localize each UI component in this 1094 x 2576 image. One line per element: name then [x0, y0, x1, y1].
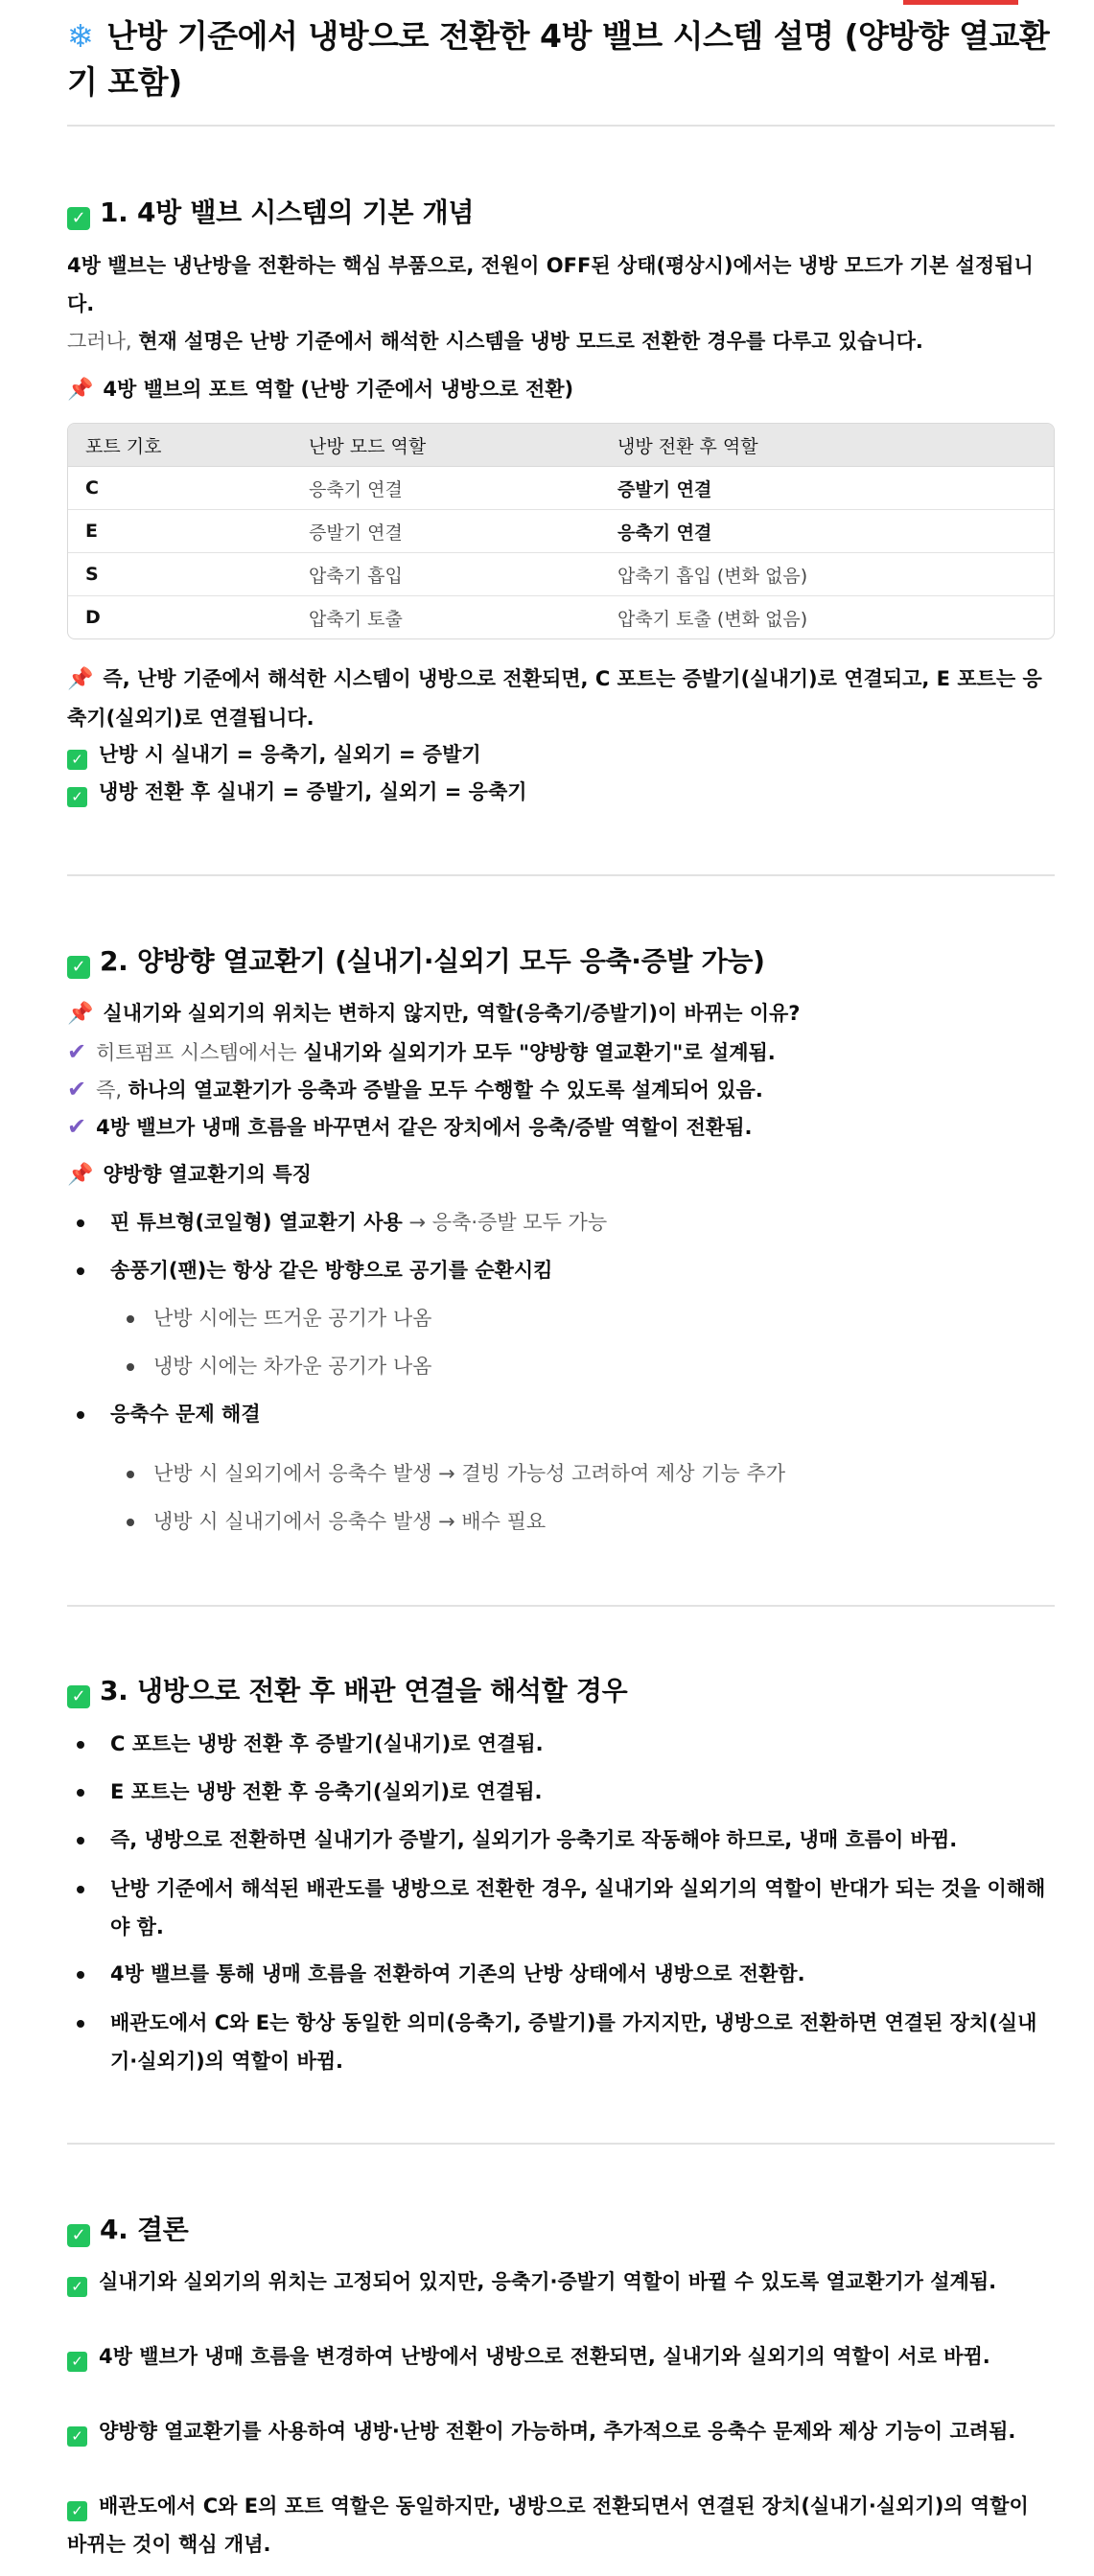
- table-cell: 증발기 연결: [600, 467, 1054, 510]
- check-item: ✓ 난방 시 실내기 = 응축기, 실외기 = 증발기: [67, 735, 1055, 774]
- table-cell: D: [85, 607, 101, 628]
- divider: [67, 1605, 1055, 1607]
- divider: [67, 125, 1055, 127]
- table-cell: 압축기 흡입: [291, 553, 600, 596]
- table-row: [68, 596, 1054, 638]
- snowflake-icon: ❄: [67, 17, 94, 55]
- table-header: 냉방 전환 후 역할: [600, 424, 1054, 467]
- section-1-note: 📌 즉, 난방 기준에서 해석한 시스템이 냉방으로 전환되면, C 포트는 증발기(실내기)로 연결되고, E 포트는 응축기(실외기)로 연결됩니다.: [67, 667, 1042, 730]
- pushpin-icon: 📌: [67, 667, 94, 691]
- table-row: [68, 467, 1054, 510]
- accent-bar: [903, 0, 1018, 5]
- check-box-icon: ✓: [67, 2501, 87, 2521]
- check-box-icon: ✓: [67, 956, 90, 979]
- table-cell: 압축기 토출: [309, 608, 403, 630]
- check-mark-icon: ✔: [67, 1076, 87, 1102]
- section-4-heading: ✓ 4. 결론: [67, 2211, 188, 2249]
- page-title: ❄ 난방 기준에서 냉방으로 전환한 4방 밸브 시스템 설명 (양방향 열교환기 포함): [67, 17, 1050, 101]
- conclusion-item: ✓ 4방 밸브가 냉매 흐름을 변경하여 난방에서 냉방으로 전환되면, 실내기와 실외기의 역할이 서로 바뀜.: [67, 2337, 1055, 2376]
- section-3-heading: ✓ 3. 냉방으로 전환 후 배관 연결을 해석할 경우: [67, 1672, 627, 1710]
- check-box-icon: ✓: [67, 207, 90, 230]
- table-cell: 압축기 토출 (변화 없음): [617, 608, 808, 630]
- section-1-intro: 4방 밸브는 냉난방을 전환하는 핵심 부품으로, 전원이 OFF된 상태(평상시)에서는 냉방 모드가 기본 설정됩니다.: [67, 254, 1034, 315]
- table-header: 포트 기호: [68, 424, 291, 467]
- table-cell: S: [68, 553, 291, 596]
- conclusion-item: ✓ 양방향 열교환기를 사용하여 냉방·난방 전환이 가능하며, 추가적으로 응축수 문제와 제상 기능이 고려됨.: [67, 2412, 1055, 2450]
- divider: [67, 874, 1055, 876]
- conclusion-item: ✓ 실내기와 실외기의 위치는 고정되어 있지만, 응축기·증발기 역할이 바뀔 수 있도록 열교환기가 설계됨.: [67, 2263, 1055, 2301]
- question: 📌 실내기와 실외기의 위치는 변하지 않지만, 역할(응축기/증발기)이 바뀌는 이유?: [67, 1002, 801, 1026]
- table-caption: 📌 4방 밸브의 포트 역할 (난방 기준에서 냉방으로 전환): [67, 378, 574, 402]
- check-box-icon: ✓: [67, 1685, 90, 1708]
- table-cell: C: [68, 467, 291, 510]
- check-box-icon: ✓: [67, 2352, 87, 2372]
- check-box-icon: ✓: [67, 787, 87, 807]
- tick-item: ✔ 히트펌프 시스템에서는 실내기와 실외기가 모두 "양방향 열교환기"로 설계됨.: [67, 1038, 776, 1065]
- table-row: [68, 510, 1054, 553]
- pushpin-icon: 📌: [67, 378, 94, 402]
- table-cell: E: [68, 510, 291, 553]
- check-item: ✓ 냉방 전환 후 실내기 = 증발기, 실외기 = 응축기: [67, 773, 1055, 811]
- check-box-icon: ✓: [67, 2277, 87, 2297]
- features-title: 📌 양방향 열교환기의 특징: [67, 1163, 312, 1187]
- pushpin-icon: 📌: [67, 1163, 94, 1187]
- section-2-heading: ✓ 2. 양방향 열교환기 (실내기·실외기 모두 응축·증발 가능): [67, 942, 765, 981]
- port-role-table: [67, 423, 1055, 639]
- tick-item: ✔ 4방 밸브가 냉매 흐름을 바꾸면서 같은 장치에서 응축/증발 역할이 전환됨.: [67, 1113, 753, 1140]
- table-cell: 응축기 연결: [291, 467, 600, 510]
- conclusion-item: ✓ 배관도에서 C와 E의 포트 역할은 동일하지만, 냉방으로 전환되면서 연결된 장치(실내기·실외기)의 역할이 바뀌는 것이 핵심 개념.: [67, 2495, 1029, 2556]
- divider: [67, 2143, 1055, 2145]
- tick-item: ✔ 즉, 하나의 열교환기가 응축과 증발을 모두 수행할 수 있도록 설계되어 있음.: [67, 1076, 763, 1102]
- section-1-heading: ✓ 1. 4방 밸브 시스템의 기본 개념: [67, 194, 474, 232]
- section-1-intro-2: 그러나, 현재 설명은 난방 기준에서 해석한 시스템을 냉방 모드로 전환한 경우를 다루고 있습니다.: [67, 330, 923, 353]
- check-mark-icon: ✔: [67, 1113, 87, 1140]
- table-cell: 증발기 연결: [291, 510, 600, 553]
- check-box-icon: ✓: [67, 2426, 87, 2447]
- check-box-icon: ✓: [67, 750, 87, 770]
- pushpin-icon: 📌: [67, 1002, 94, 1026]
- table-cell: 응축기 연결: [600, 510, 1054, 553]
- table-row: [68, 553, 1054, 596]
- check-box-icon: ✓: [67, 2224, 90, 2247]
- check-mark-icon: ✔: [67, 1038, 87, 1065]
- table-cell: 압축기 흡입 (변화 없음): [600, 553, 1054, 596]
- table-header: 난방 모드 역할: [291, 424, 600, 467]
- table-header-row: [68, 424, 1054, 467]
